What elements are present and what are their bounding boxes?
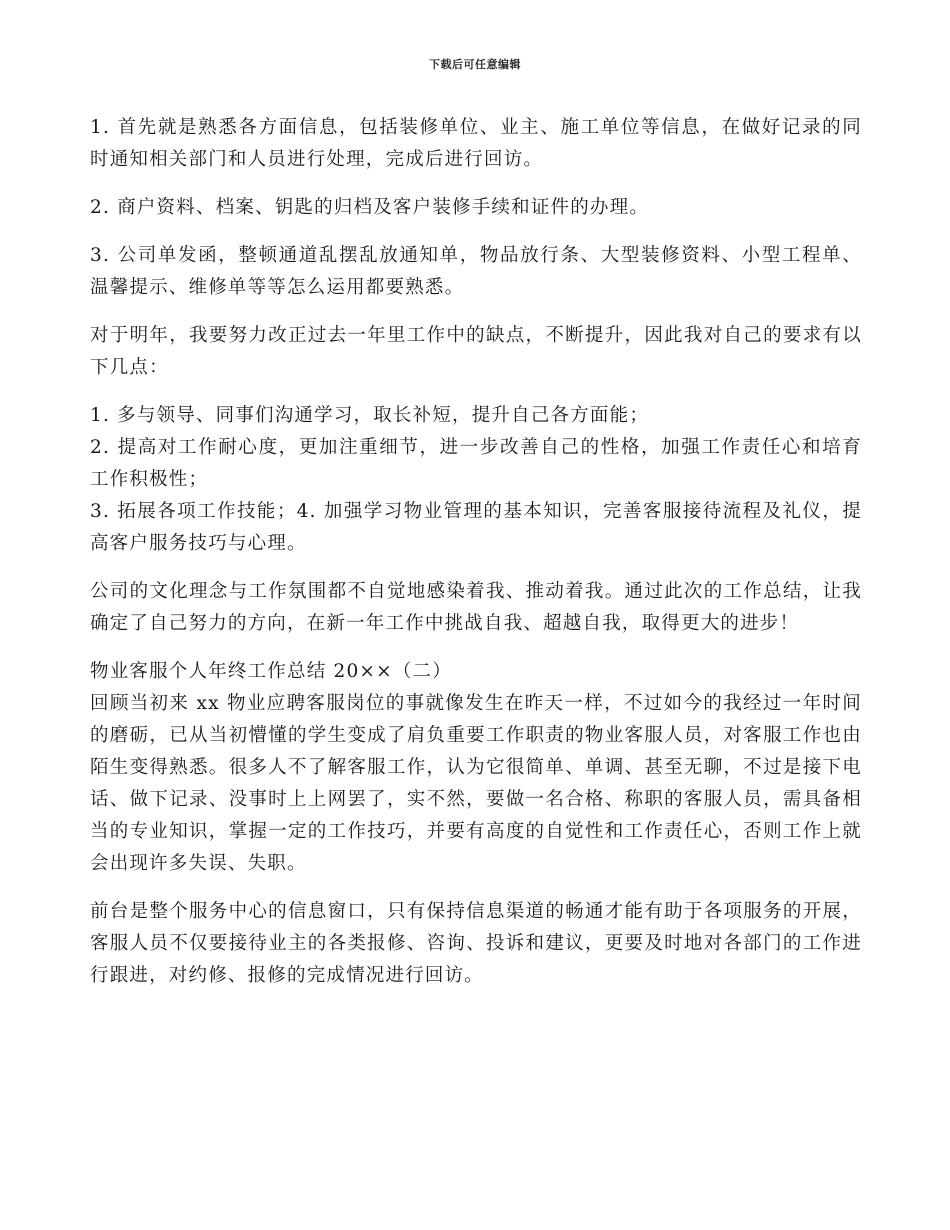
paragraph-review: 回顾当初来 xx 物业应聘客服岗位的事就像发生在昨天一样，不过如今的我经过一年时间的磨砺，已从当初懵懂的学生变成了肩负重要工作职责的物业客服人员，对客服工作也由陌生变得熟悉。很多人不了解客服工作，认为它很简单、单调、甚至无聊，不过是接下电话、做下记录、没事时上上网罢了，实不然，要做一名合格、称职的客服人员，需具备相当的专业知识，掌握一定的工作技巧，并要有高度的自觉性和工作责任心，否则工作上就会出现许多失误、失职。 [90,693,862,874]
section-title: 物业客服个人年终工作总结 20××（二） [90,661,452,682]
paragraph-item-3: 3. 公司单发函，整顿通道乱摆乱放通知单，物品放行条、大型装修资料、小型工程单、温馨提示、维修单等等怎么运用都要熟悉。 [90,245,862,298]
goal-item-3-4: 3. 拓展各项工作技能；4. 加强学习物业管理的基本知识，完善客服接待流程及礼仪，提高客户服务技巧与心理。 [90,501,862,554]
paragraph-item-1: 1. 首先就是熟悉各方面信息，包括装修单位、业主、施工单位等信息，在做好记录的同时通知相关部门和人员进行处理，完成后进行回访。 [90,117,862,170]
paragraph-item-2: 2. 商户资料、档案、钥匙的归档及客户装修手续和证件的办理。 [90,197,650,218]
document-body [90,112,862,1008]
goal-item-2: 2. 提高对工作耐心度，更加注重细节，进一步改善自己的性格，加强工作责任心和培育工作积极性； [90,437,862,490]
paragraph-front-desk: 前台是整个服务中心的信息窗口，只有保持信息渠道的畅通才能有助于各项服务的开展，客服人员不仅要接待业主的各类报修、咨询、投诉和建议，更要及时地对各部门的工作进行跟进，对约修、报修的完成情况进行回访。 [90,901,862,986]
goal-item-1: 1. 多与领导、同事们沟通学习，取长补短，提升自己各方面能； [90,405,650,426]
paragraph-culture: 公司的文化理念与工作氛围都不自觉地感染着我、推动着我。通过此次的工作总结，让我确定了自己努力的方向，在新一年工作中挑战自我、超越自我，取得更大的进步！ [90,581,862,634]
paragraph-next-year-intro: 对于明年，我要努力改正过去一年里工作中的缺点，不断提升，因此我对自己的要求有以下几点： [90,325,862,378]
page-header: 下载后可任意编辑 [429,58,521,71]
